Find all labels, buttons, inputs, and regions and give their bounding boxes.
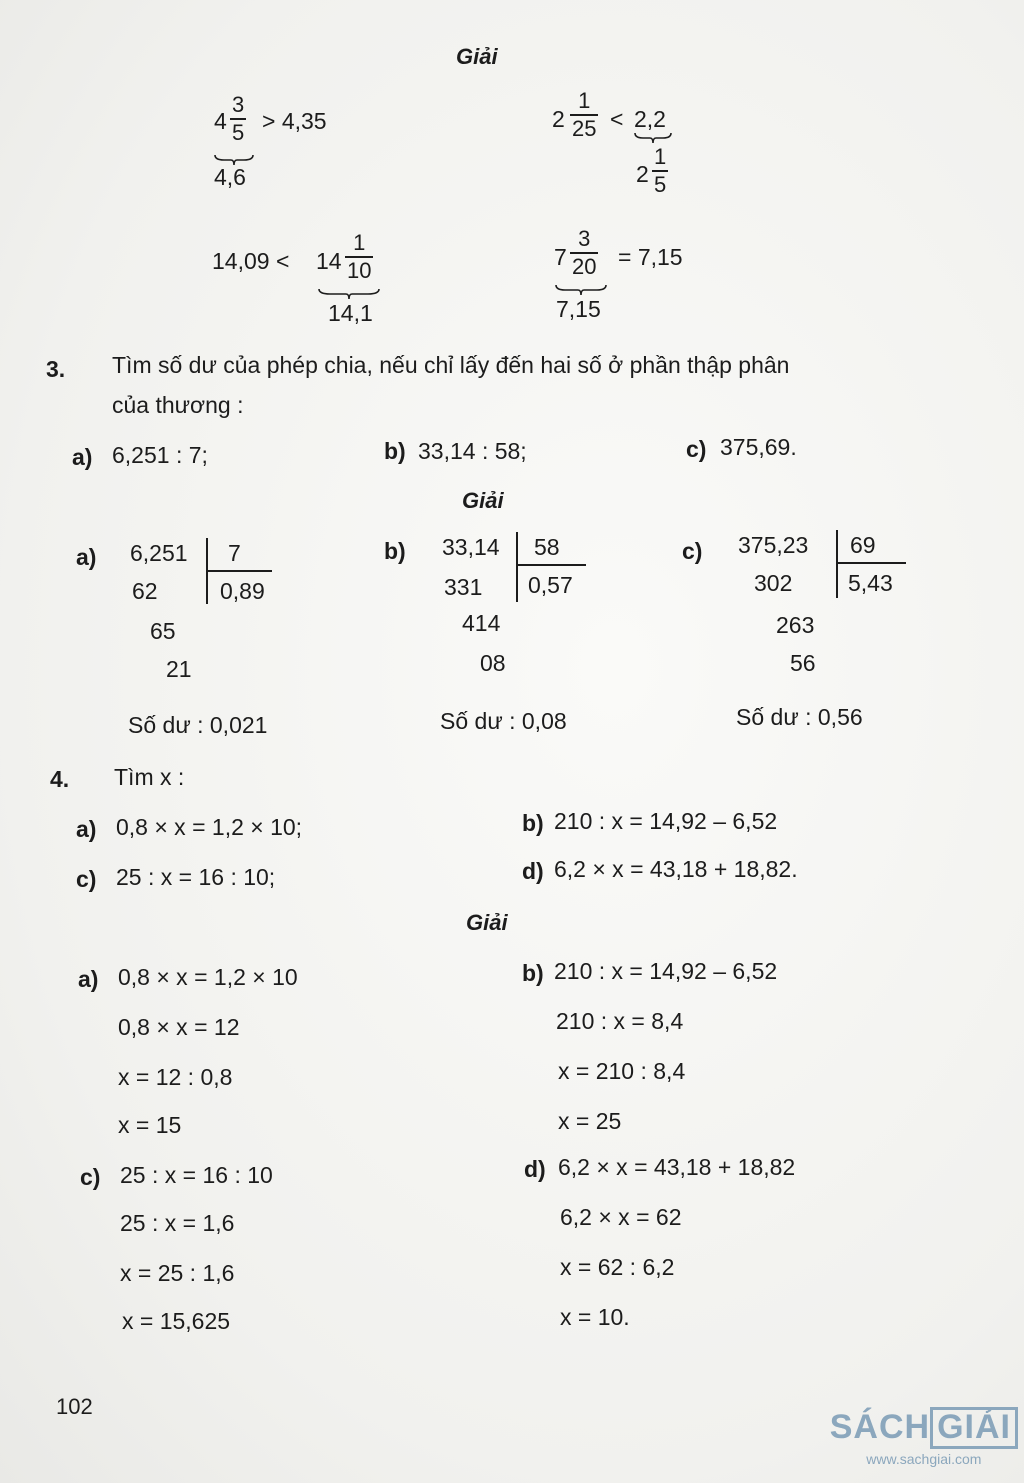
- item-label: c): [686, 436, 707, 462]
- solution-step: 6,2 × x = 43,18 + 18,82: [558, 1154, 796, 1180]
- comparison-text: 14,09 <: [212, 248, 290, 274]
- item-label: a): [72, 444, 93, 470]
- item-text: 375,69.: [720, 434, 797, 460]
- exercise-prompt: Tìm x :: [114, 764, 185, 790]
- decimal-equivalent: 4,6: [214, 164, 246, 190]
- item-text: 6,251 : 7;: [112, 442, 208, 468]
- solution-heading: Giải: [456, 44, 498, 69]
- page-number: 102: [56, 1394, 93, 1419]
- comparison-text: > 4,35: [262, 108, 327, 134]
- solution-step: 210 : x = 8,4: [556, 1008, 684, 1034]
- solution-step: x = 25: [558, 1108, 622, 1134]
- solution-step: x = 15,625: [122, 1308, 231, 1334]
- fraction: 1 10: [347, 230, 372, 283]
- solution-step: x = 12 : 0,8: [118, 1064, 233, 1090]
- solution-step: 6,2 × x = 62: [560, 1204, 682, 1230]
- solution-step: 0,8 × x = 1,2 × 10: [118, 964, 298, 990]
- remainder-result: Số dư : 0,021: [128, 712, 268, 738]
- solution-heading: Giải: [462, 488, 504, 513]
- final-remainder: 08: [480, 650, 506, 676]
- solution-step: 25 : x = 16 : 10: [120, 1162, 273, 1188]
- item-label: d): [522, 858, 544, 884]
- mixed-whole: 2: [552, 106, 565, 132]
- item-label: b): [522, 960, 544, 986]
- fraction: 3 20: [572, 226, 597, 279]
- decimal-value: 2,2: [634, 106, 666, 132]
- decimal-equivalent: 7,15: [556, 296, 601, 322]
- underbrace: [555, 284, 607, 296]
- item-label: c): [682, 538, 703, 564]
- item-text: 6,2 × x = 43,18 + 18,82.: [554, 856, 798, 882]
- item-text: 210 : x = 14,92 – 6,52: [554, 808, 778, 834]
- item-label: d): [524, 1156, 546, 1182]
- partial-remainder: 302: [754, 570, 793, 596]
- exercise-prompt: Tìm số dư của phép chia, nếu chỉ lấy đến hai số ở phần thập phân: [112, 352, 790, 378]
- divisor: 69: [850, 532, 876, 558]
- item-label: a): [78, 966, 99, 992]
- final-remainder: 21: [166, 656, 192, 682]
- partial-remainder: 62: [132, 578, 158, 604]
- item-label: c): [76, 866, 97, 892]
- item-label: c): [80, 1164, 101, 1190]
- divisor: 7: [228, 540, 241, 566]
- decimal-equivalent: 14,1: [328, 300, 373, 326]
- solution-step: x = 15: [118, 1112, 182, 1138]
- exercise-prompt: của thương :: [112, 392, 244, 418]
- remainder-result: Số dư : 0,56: [736, 704, 863, 730]
- exercise-number: 3.: [46, 356, 66, 382]
- comparison-sign: <: [610, 106, 624, 132]
- item-label: a): [76, 544, 97, 570]
- solution-step: 210 : x = 14,92 – 6,52: [554, 958, 778, 984]
- fraction: 1 25: [572, 88, 597, 141]
- divisor: 58: [534, 534, 560, 560]
- exercise-number: 4.: [50, 766, 70, 792]
- dividend: 33,14: [442, 534, 500, 560]
- solution-step: 0,8 × x = 12: [118, 1014, 240, 1040]
- mixed-whole: 14: [316, 248, 342, 274]
- mixed-whole: 7: [554, 244, 567, 270]
- final-remainder: 56: [790, 650, 816, 676]
- dividend: 375,23: [738, 532, 809, 558]
- item-text: 33,14 : 58;: [418, 438, 527, 464]
- solution-heading: Giải: [466, 910, 508, 935]
- quotient: 0,89: [220, 578, 265, 604]
- item-label: b): [384, 438, 406, 464]
- watermark-logo: [830, 1407, 1018, 1467]
- underbrace: [634, 132, 672, 144]
- partial-remainder: 263: [776, 612, 815, 638]
- fraction: 1 5: [654, 144, 667, 197]
- solution-step: x = 210 : 8,4: [558, 1058, 686, 1084]
- partial-remainder: 414: [462, 610, 501, 636]
- fraction: 3 5: [232, 92, 245, 145]
- item-text: 0,8 × x = 1,2 × 10;: [116, 814, 303, 840]
- remainder-result: Số dư : 0,08: [440, 708, 567, 734]
- mixed-whole: 2: [636, 161, 649, 187]
- item-label: b): [384, 538, 406, 564]
- solution-step: x = 25 : 1,6: [120, 1260, 235, 1286]
- quotient: 5,43: [848, 570, 893, 596]
- mixed-whole: 4: [214, 108, 227, 134]
- solution-step: x = 62 : 6,2: [560, 1254, 675, 1280]
- partial-remainder: 65: [150, 618, 176, 644]
- quotient: 0,57: [528, 572, 573, 598]
- item-label: b): [522, 810, 544, 836]
- watermark-url: www.sachgiai.com: [866, 1451, 982, 1467]
- watermark-text: GIẢI: [930, 1407, 1018, 1449]
- item-label: a): [76, 816, 97, 842]
- partial-remainder: 331: [444, 574, 483, 600]
- watermark-text: SÁCH: [829, 1408, 931, 1447]
- solution-step: x = 10.: [560, 1304, 630, 1330]
- underbrace: [318, 288, 380, 300]
- item-text: 25 : x = 16 : 10;: [116, 864, 276, 890]
- equation-text: = 7,15: [618, 244, 683, 270]
- solution-step: 25 : x = 1,6: [120, 1210, 235, 1236]
- dividend: 6,251: [130, 540, 188, 566]
